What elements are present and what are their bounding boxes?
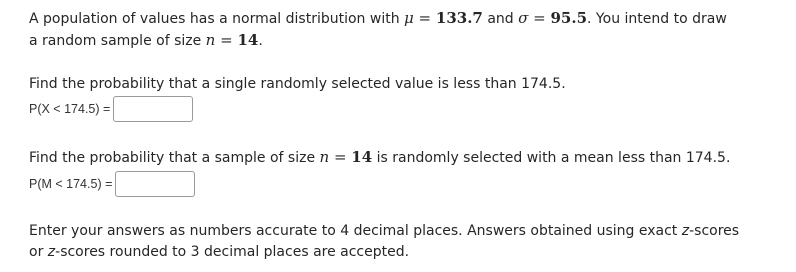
question-2-answer-row (29, 169, 195, 199)
question-2-label: P(M < 174.5) = (29, 177, 113, 191)
intro-text-line2: a random sample of size (29, 33, 206, 49)
question-1-answer-input[interactable] (113, 96, 193, 122)
n-value: 14 (237, 31, 259, 49)
question-1-answer-row (29, 94, 193, 124)
instructions: Enter your answers as numbers accurate to 4 decimal places. Answers obtained using exact z-scores or z-scores rounded to 3 decimal places are accepted. (29, 223, 740, 260)
mu-symbol: μ (404, 9, 414, 27)
mu-expression: μ = 133.7 (404, 9, 483, 27)
problem-statement: A population of values has a normal distribution with μ = 133.7 and σ = 95.5. You intend to draw a random sample of size n = 14. (29, 9, 727, 49)
n-symbol: n (205, 31, 216, 49)
sample-size-expression-2: n = 14 (319, 148, 373, 166)
question-2-prompt: Find the probability that a sample of size n = 14 is randomly selected with a mean less than 174.5. (29, 148, 731, 166)
question-1-label: P(X < 174.5) = (29, 102, 111, 116)
question-2-answer-input[interactable] (115, 171, 195, 197)
sigma-value: 95.5 (550, 9, 588, 27)
mu-value: 133.7 (435, 9, 483, 27)
question-1-prompt: Find the probability that a single randomly selected value is less than 174.5. (29, 76, 566, 92)
sigma-expression: σ = 95.5 (518, 9, 588, 27)
intro-text: A population of values has a normal distribution with (29, 11, 405, 27)
sigma-symbol: σ (518, 9, 529, 27)
sample-size-expression: n = 14 (205, 31, 259, 49)
